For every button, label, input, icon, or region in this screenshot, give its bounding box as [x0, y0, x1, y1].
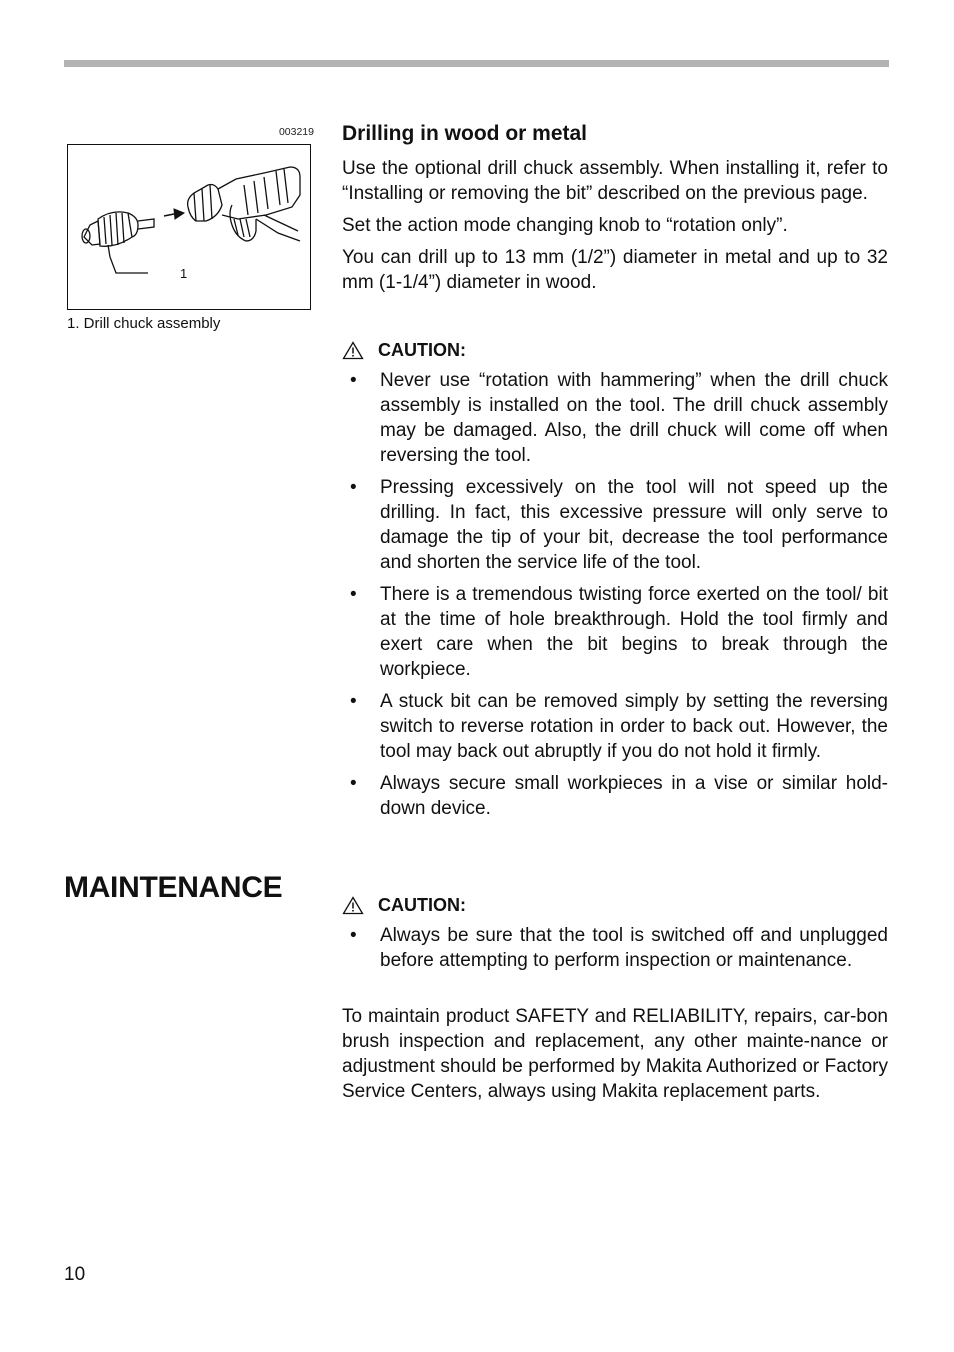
bullet-icon: •	[350, 925, 357, 946]
figure-caption: 1. Drill chuck assembly	[67, 315, 221, 332]
list-item	[342, 923, 888, 973]
list-item-text: There is a tremendous twisting force exerted on the tool/ bit at the time of hole breakthrough. Hold the tool firmly and exert care when the bit begins to break through the workpiece.	[380, 584, 888, 680]
maintenance-body	[342, 1004, 888, 1104]
maintenance-heading: MAINTENANCE	[64, 871, 283, 904]
list-item	[342, 771, 888, 821]
caution-label: CAUTION:	[378, 340, 466, 360]
list-item	[342, 368, 888, 468]
drilling-heading: Drilling in wood or metal	[342, 122, 588, 145]
callout-number: 1	[180, 266, 188, 281]
list-item-text: Always be sure that the tool is switched off and unplugged before attempting to perform inspection or maintenance.	[380, 925, 888, 971]
maintenance-caution	[342, 895, 466, 916]
drill-chuck-illustration	[68, 145, 309, 308]
figure-id: 003219	[278, 126, 314, 138]
drill-chuck-drawing	[82, 212, 154, 273]
list-item-text: A stuck bit can be removed simply by setting the reversing switch to reverse rotation in order to back out. However, the tool may back out abruptly if you do not hold it firmly.	[380, 691, 888, 762]
drilling-paragraphs	[342, 156, 888, 295]
insert-arrow	[164, 209, 184, 219]
list-item	[342, 689, 888, 764]
bullet-icon: •	[350, 773, 357, 794]
list-item	[342, 582, 888, 682]
drilling-caution-list	[342, 368, 888, 828]
hammer-drill-drawing	[188, 167, 300, 241]
drill-chuck-figure	[67, 144, 311, 310]
drilling-paragraph: You can drill up to 13 mm (1/2”) diameter in metal and up to 32 mm (1-1/4”) diameter in wood.	[342, 247, 888, 293]
maintenance-caution-list	[342, 923, 888, 980]
top-rule	[64, 60, 889, 67]
list-item	[342, 475, 888, 575]
list-item-text: Always secure small workpieces in a vise or similar hold-down device.	[380, 773, 888, 819]
bullet-icon: •	[350, 370, 357, 391]
warning-triangle-icon	[342, 896, 364, 915]
caution-label: CAUTION:	[378, 895, 466, 915]
bullet-icon: •	[350, 691, 357, 712]
list-item-text: Never use “rotation with hammering” when the drill chuck assembly is installed on the tool. The drill chuck assembly may be damaged. Also, the drill chuck will come off when reversing the tool.	[380, 370, 888, 466]
bullet-icon: •	[350, 477, 357, 498]
bullet-icon: •	[350, 584, 357, 605]
drilling-paragraph: Use the optional drill chuck assembly. When installing it, refer to “Installing or removing the bit” described on the previous page.	[342, 158, 888, 204]
drilling-paragraph: Set the action mode changing knob to “rotation only”.	[342, 215, 788, 236]
maintenance-paragraph: To maintain product SAFETY and RELIABILITY, repairs, car-bon brush inspection and replacement, any other mainte-nance or adjustment should be performed by Makita Authorized or Factory Service Centers, always using Makita replacement parts.	[342, 1006, 888, 1102]
page-number: 10	[64, 1264, 86, 1285]
warning-triangle-icon	[342, 341, 364, 360]
drilling-caution	[342, 340, 466, 361]
list-item-text: Pressing excessively on the tool will not speed up the drilling. In fact, this excessive pressure will only serve to damage the tip of your bit, decrease the tool performance and shorten the service life of the tool.	[380, 477, 888, 573]
